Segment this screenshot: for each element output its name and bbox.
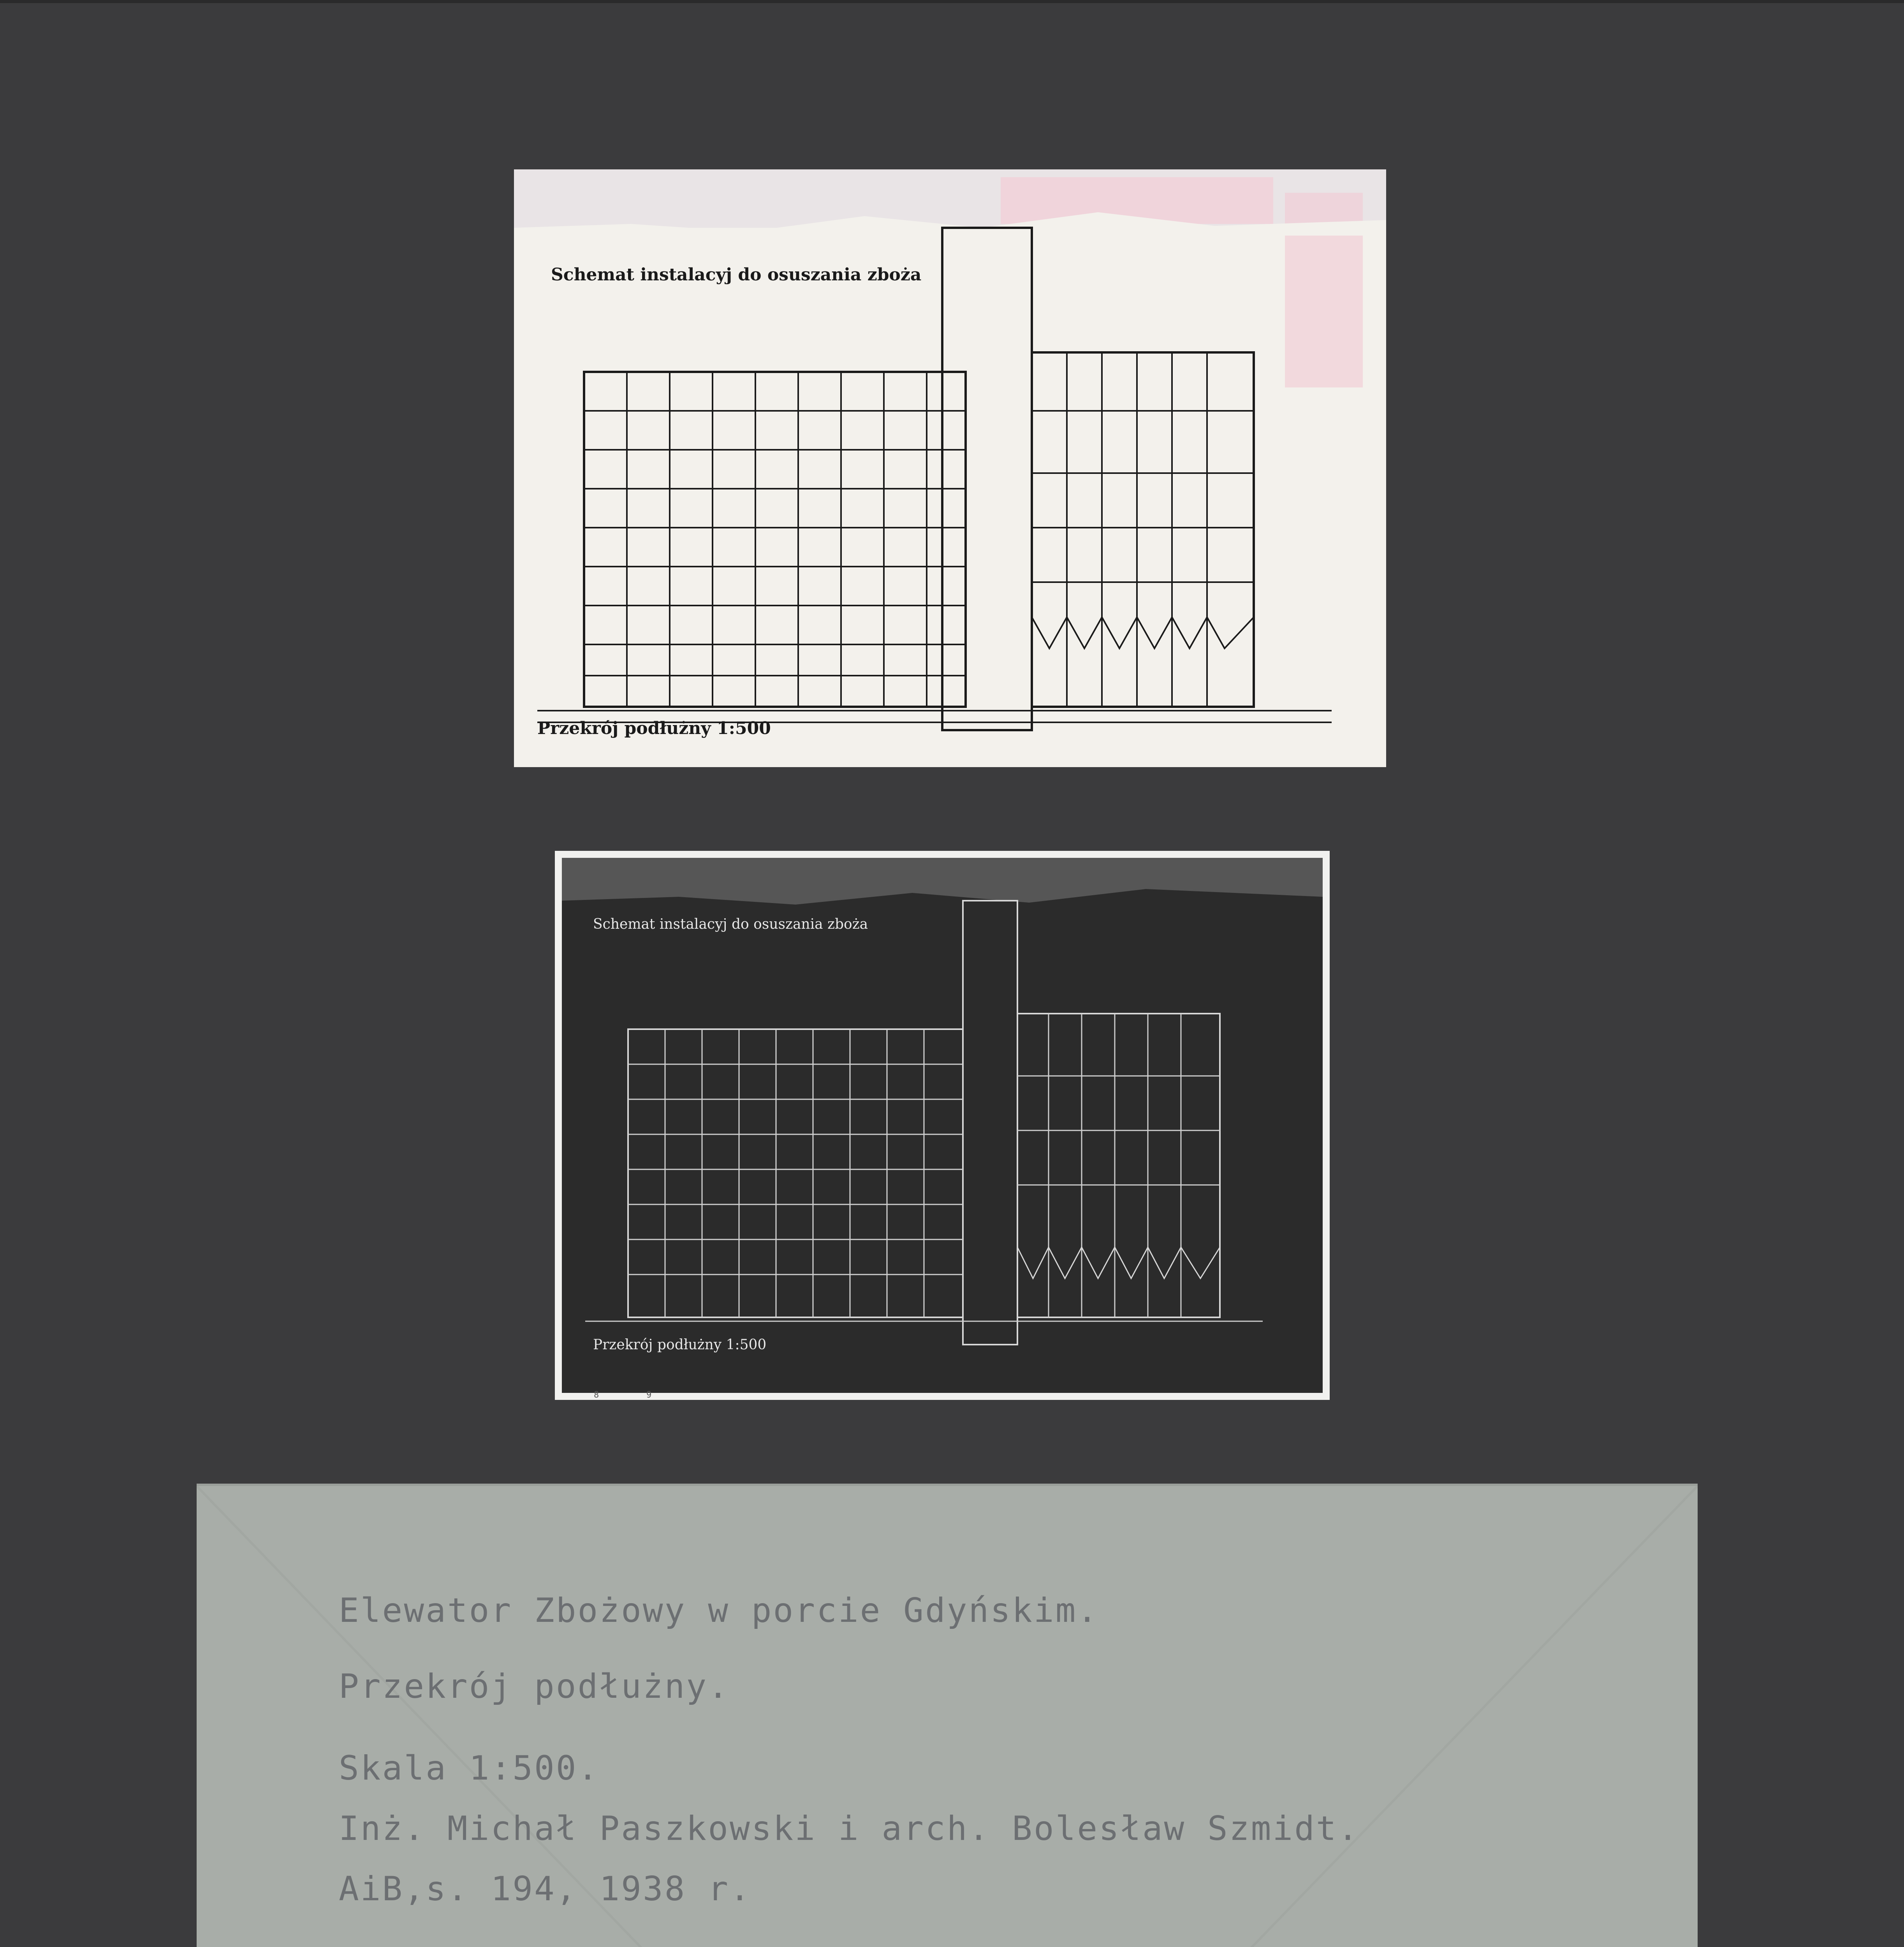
negative-caption-top: Schemat instalacyj do osuszania zboża — [593, 916, 868, 932]
envelope-line-section: Przekrój podłużny. — [339, 1667, 730, 1706]
drawing-section-positive — [514, 169, 1386, 767]
envelope-line-authors: Inż. Michał Paszkowski i arch. Bolesław Szmidt. — [339, 1809, 1360, 1848]
positive-caption-bottom: Przekrój podłużny 1:500 — [537, 718, 771, 738]
envelope-line-title: Elewator Zbożowy w porcie Gdyńskim. — [339, 1591, 1099, 1630]
drawing-section-negative — [562, 858, 1323, 1393]
envelope-line-source: AiB,s. 194, 1938 r. — [339, 1870, 751, 1908]
negative-caption-bottom: Przekrój podłużny 1:500 — [593, 1337, 767, 1353]
board-top-edge — [0, 0, 1904, 3]
frame-number: 8 — [594, 1390, 599, 1400]
photo-positive-print — [514, 169, 1386, 767]
envelope — [197, 1484, 1698, 1947]
envelope-line-scale: Skala 1:500. — [339, 1749, 600, 1788]
positive-caption-top: Schemat instalacyj do osuszania zboża — [551, 265, 922, 285]
frame-number: 9 — [646, 1390, 652, 1400]
photo-negative-print — [555, 851, 1330, 1400]
